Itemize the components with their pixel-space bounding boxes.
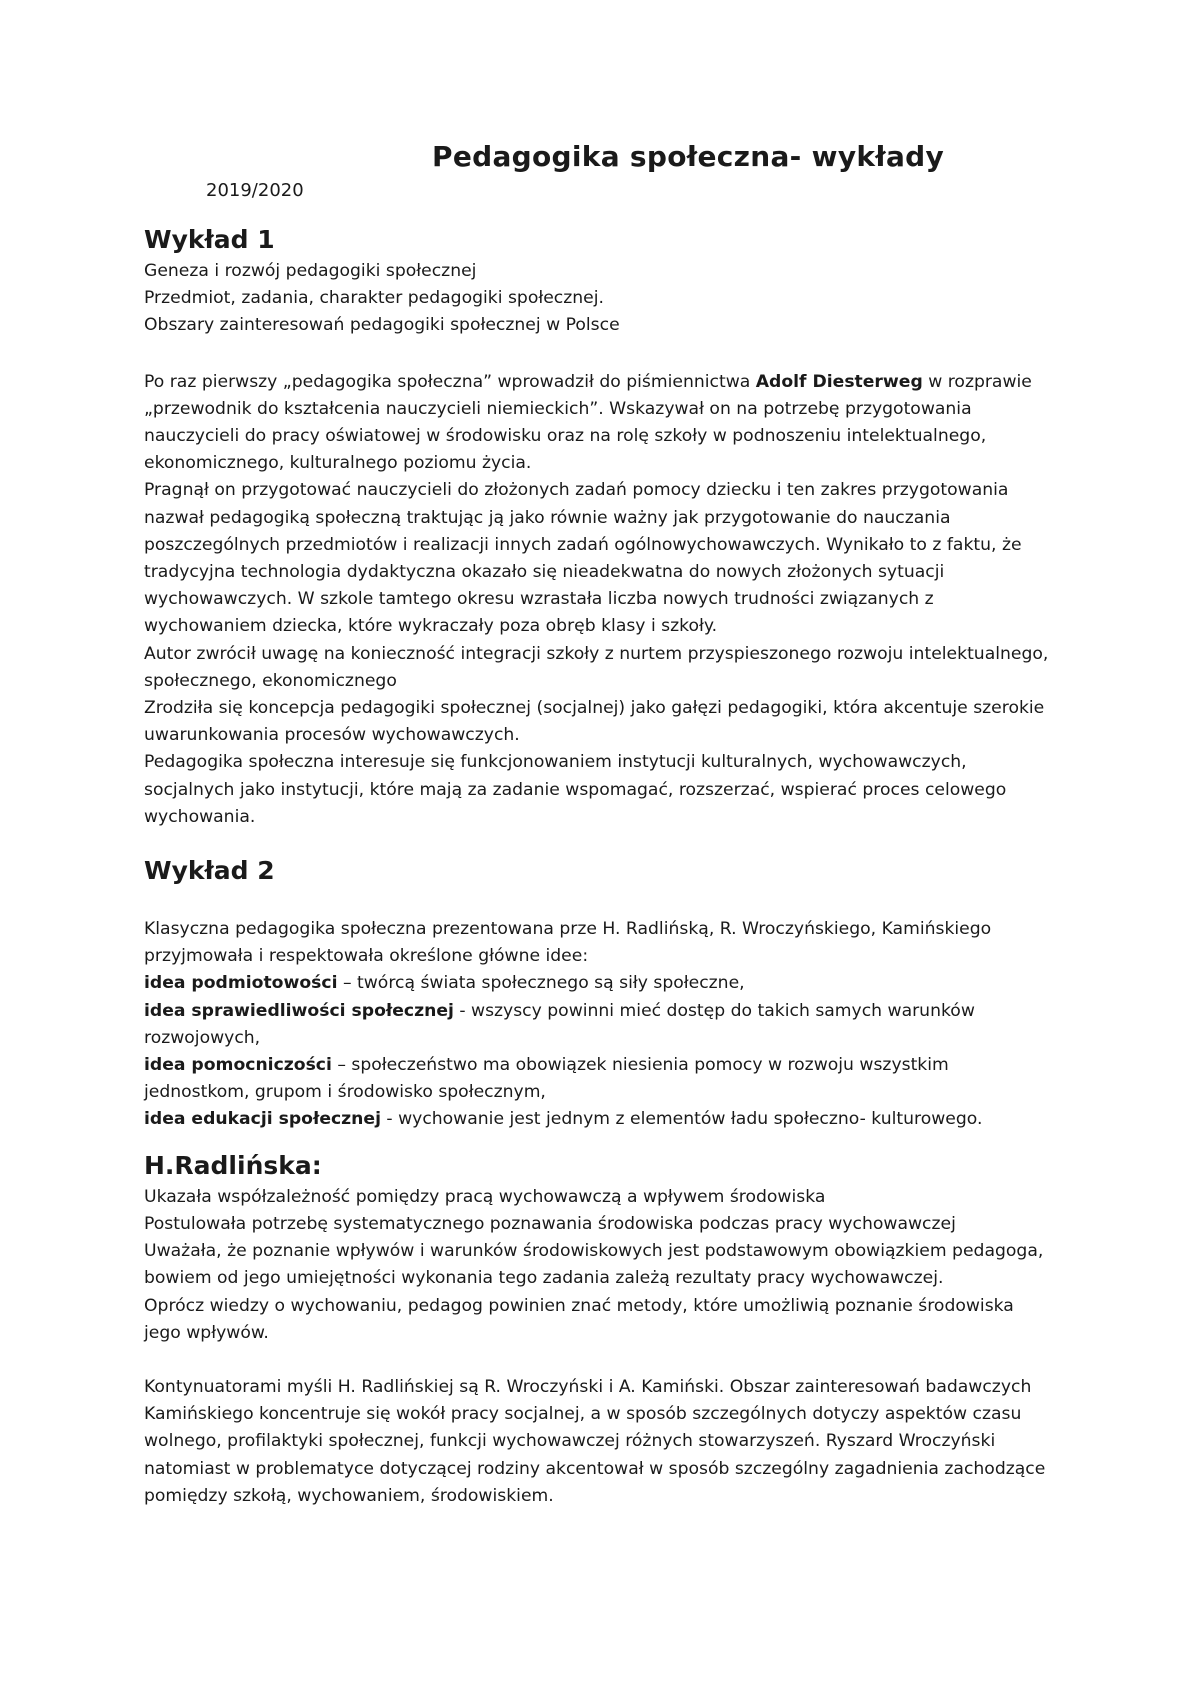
idea-label: idea sprawiedliwości społecznej [144,1000,454,1021]
paragraph-text: w rozprawie „przewodnik do kształcenia nauczycieli niemieckich”. Wskazywał on na potrzebę przygotowania nauczycieli do pracy oświatowej w środowisku oraz na rolę szkoły w podnoszeniu intelektualnego, ekonomicznego, kulturalnego poziomu życia. [144,371,1032,474]
paragraph: Zrodziła się koncepcja pedagogiki społecznej (socjalnej) jako gałęzi pedagogiki, która akcentuje szerokie uwarunkowania procesów wychowawczych. [144,698,1045,746]
academic-year: 2019/2020 [206,180,304,201]
section-heading-radlinska: H.Radlińska: [144,1150,322,1180]
idea-item [144,1052,1054,1106]
paragraph-text: Po raz pierwszy „pedagogika społeczna” wprowadził do piśmiennictwa [144,371,756,392]
document-body [144,222,1054,1510]
bold-name: Adolf Diesterweg [755,371,923,392]
idea-item [144,1106,1054,1133]
section-heading-wyklad-1: Wykład 1 [144,225,275,254]
topic-line: Obszary zainteresowań pedagogiki społecznej w Polsce [144,315,620,336]
idea-text: - wszyscy powinni mieć dostęp do takich samych warunków rozwojowych, [144,1000,975,1048]
paragraph-diesterweg [144,369,1054,478]
paragraph-intro: Klasyczna pedagogika społeczna prezentowana prze H. Radlińską, R. Wroczyńskiego, Kamińskiego przyjmowała i respektowała określone główne idee: [144,919,992,967]
idea-text: – twórcą świata społecznego są siły społeczne, [337,973,745,994]
idea-text: - wychowanie jest jednym z elementów ładu społeczno- kulturowego. [380,1109,983,1130]
idea-item [144,970,1054,997]
paragraph-continuation: Kontynuatorami myśli H. Radlińskiej są R. Wroczyński i A. Kamiński. Obszar zainteresowań badawczych Kamińskiego koncentruje się wokół pracy socjalnej, a w sposób szczególnych dotyczy aspektów czasu wolnego, profilaktyki społecznej, funkcji wychowawczej różnych stowarzyszeń. Ryszard Wroczyński natomiast w problematyce dotyczącej rodziny akcentował w sposób szczególny zagadnienia zachodzące pomiędzy szkołą, wychowaniem, środowiskiem. [144,1376,1046,1506]
paragraph: Postulowała potrzebę systematycznego poznawania środowiska podczas pracy wychowawczej [144,1213,956,1234]
paragraph: Autor zwrócił uwagę na konieczność integracji szkoły z nurtem przyspieszonego rozwoju intelektualnego, społecznego, ekonomicznego [144,643,1049,691]
section-heading-wyklad-2: Wykład 2 [144,856,275,886]
idea-item [144,998,1054,1052]
spacer [144,1347,1054,1374]
idea-label: idea pomocniczości [144,1055,332,1076]
spacer [144,340,1054,369]
topic-line: Przedmiot, zadania, charakter pedagogiki społecznej. [144,288,604,309]
idea-label: idea podmiotowości [144,973,338,994]
idea-text: – społeczeństwo ma obowiązek niesienia pomocy w rozwoju wszystkim jednostkom, grupom i środowisko społecznym, [144,1055,949,1103]
spacer [144,889,1054,916]
paragraph: Pedagogika społeczna interesuje się funkcjonowaniem instytucji kulturalnych, wychowawczych, socjalnych jako instytucji, które mają za zadanie wspomagać, rozszerzać, wspierać proces celowego wychowania. [144,752,1007,827]
paragraph: Oprócz wiedzy o wychowaniu, pedagog powinien znać metody, które umożliwią poznanie środowiska jego wpływów. [144,1295,1014,1343]
paragraph: Ukazała współzależność pomiędzy pracą wychowawczą a wpływem środowiska [144,1186,826,1207]
document-title: Pedagogika społeczna- wykłady [432,140,945,173]
topic-line: Geneza i rozwój pedagogiki społecznej [144,261,477,281]
paragraph: Uważała, że poznanie wpływów i warunków środowiskowych jest podstawowym obowiązkiem pedagoga, bowiem od jego umiejętności wykonania tego zadania zależą rezultaty pracy wychowawczej. [144,1241,1044,1289]
idea-label: idea edukacji społecznej [144,1109,381,1130]
paragraph: Pragnął on przygotować nauczycieli do złożonych zadań pomocy dziecku i ten zakres przygotowania nazwał pedagogiką społeczną traktując ją jako równie ważny jak przygotowanie do nauczania poszczególnych przedmiotów i realizacji innych zadań ogólnowychowawczych. Wynikało to z faktu, że tradycyjna technologia dydaktyczna okazało się nieadekwatna do nowych złożonych sytuacji wychowawczych. W szkole tamtego okresu wzrastała liczba nowych trudności związanych z wychowaniem dziecka, które wykraczały poza obręb klasy i szkoły. [144,480,1022,637]
